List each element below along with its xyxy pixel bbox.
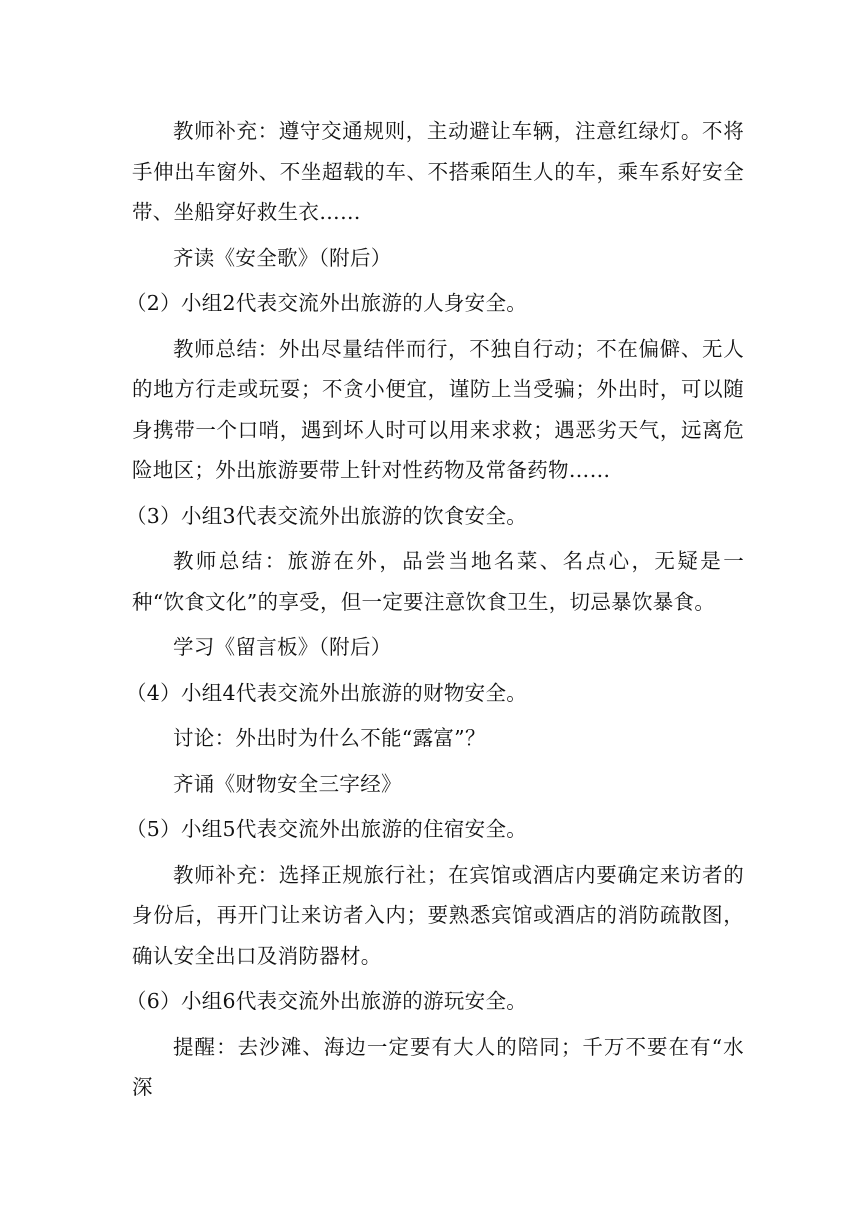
- paragraph-group-5-lodging-safety: （5）小组5代表交流外出旅游的住宿安全。: [126, 817, 528, 841]
- paragraph-teacher-summary-food: 教师总结：旅游在外，品尝当地名菜、名点心，无疑是一种“饮食文化”的享受，但一定要注意饮食卫生，切忌暴饮暴食。: [132, 549, 744, 614]
- paragraph-study-message-board: 学习《留言板》（附后）: [173, 635, 392, 659]
- paragraph-discussion-flaunting-wealth: 讨论：外出时为什么不能“露富”？: [173, 726, 486, 750]
- paragraph-group-2-personal-safety: （2）小组2代表交流外出旅游的人身安全。: [126, 291, 528, 315]
- paragraph-teacher-supplement-traffic: 教师补充：遵守交通规则，主动避让车辆，注意红绿灯。不将手伸出车窗外、不坐超载的车、不搭乘陌生人的车，乘车系好安全带、坐船穿好救生衣……: [132, 119, 744, 224]
- paragraph-group-6-recreation-safety: （6）小组6代表交流外出旅游的游玩安全。: [126, 989, 528, 1013]
- document-body: [126, 111, 744, 1108]
- paragraph-teacher-summary-personal: 教师总结：外出尽量结伴而行，不独自行动；不在偏僻、无人的地方行走或玩耍；不贪小便宜，谨防上当受骗；外出时，可以随身携带一个口哨，遇到坏人时可以用来求救；遇恶劣天气，远离危险地区；外出旅游要带上针对性药物及常备药物……: [132, 336, 744, 482]
- paragraph-recite-property-classic: 齐诵《财物安全三字经》: [173, 771, 402, 796]
- paragraph-teacher-supplement-lodging: 教师补充：选择正规旅行社；在宾馆或酒店内要确定来访者的身份后，再开门让来访者入内；要熟悉宾馆或酒店的消防疏散图，确认安全出口及消防器材。: [132, 862, 744, 968]
- paragraph-read-safety-song: 齐读《安全歌》（附后）: [173, 245, 392, 270]
- paragraph-group-3-food-safety: （3）小组3代表交流外出旅游的饮食安全。: [126, 503, 528, 528]
- paragraph-group-4-property-safety: （4）小组4代表交流外出旅游的财物安全。: [126, 680, 528, 705]
- paragraph-reminder-beach: 提醒：去沙滩、海边一定要有大人的陪同；千万不要在有“水深: [132, 1034, 744, 1099]
